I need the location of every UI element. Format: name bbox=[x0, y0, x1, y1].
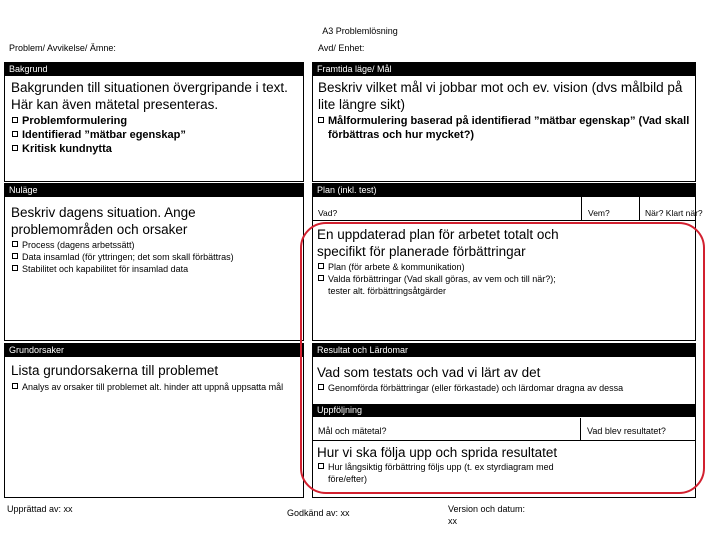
uppfoljning-text: Hur vi ska följa upp och sprida resultatet bbox=[317, 445, 558, 460]
version-value: xx bbox=[448, 516, 457, 526]
nulage-text: Beskriv dagens situation. Ange problemområden och orsaker bbox=[11, 205, 196, 237]
created-by: Upprättad av: xx bbox=[7, 504, 73, 514]
nulage-bullets bbox=[12, 239, 302, 275]
problem-label: Problem/ Avvikelse/ Ämne: bbox=[9, 43, 116, 53]
plan-divider bbox=[581, 197, 582, 221]
uppfoljning-col-goal: Mål och mätetal? bbox=[318, 426, 387, 436]
plan-text: En uppdaterad plan för arbetet totalt och specifikt för planerade förbättringar bbox=[317, 226, 587, 260]
framtida-bullets bbox=[318, 114, 690, 142]
plan-col-who: Vem? bbox=[588, 208, 610, 218]
list-item: Problemformulering bbox=[12, 114, 297, 128]
framtida-section bbox=[312, 62, 696, 182]
version-label: Version och datum: bbox=[448, 504, 526, 514]
bakgrund-section bbox=[4, 62, 304, 182]
grundorsaker-text: Lista grundorsakerna till problemet bbox=[11, 363, 219, 378]
page-title: A3 Problemlösning bbox=[322, 26, 398, 36]
bakgrund-text: Bakgrunden till situationen övergripande i text. Här kan även mätetal presenteras. bbox=[11, 80, 288, 112]
list-item: Valda förbättringar (Vad skall göras, av vem och till när?); tester alt. förbättringsåtgärder bbox=[318, 273, 578, 297]
grundorsaker-bullets bbox=[12, 381, 292, 393]
list-item: Genomförda förbättringar (eller förkastade) och lärdomar dragna av dessa bbox=[318, 382, 678, 394]
list-item: Kritisk kundnytta bbox=[12, 142, 297, 156]
plan-divider bbox=[639, 197, 640, 221]
grundorsaker-header: Grundorsaker bbox=[5, 344, 303, 357]
plan-col-what: Vad? bbox=[318, 208, 338, 218]
plan-row-line bbox=[313, 220, 695, 221]
resultat-text: Vad som testats och vad vi lärt av det bbox=[317, 365, 541, 380]
list-item: Målformulering baserad på identifierad ”mätbar egenskap” (Vad skall förbättras och hur mycket?) bbox=[318, 114, 690, 142]
approved-by: Godkänd av: xx bbox=[287, 508, 350, 518]
nulage-section bbox=[4, 183, 304, 341]
unit-label: Avd/ Enhet: bbox=[318, 43, 365, 53]
list-item: Identifierad ”mätbar egenskap” bbox=[12, 128, 297, 142]
plan-header: Plan (inkl. test) bbox=[313, 184, 695, 197]
list-item: Data insamlad (för yttringen; det som skall förbättras) bbox=[12, 251, 302, 263]
list-item: Stabilitet och kapabilitet för insamlad data bbox=[12, 263, 302, 275]
framtida-header: Framtida läge/ Mål bbox=[313, 63, 695, 76]
resultat-header: Resultat och Lärdomar bbox=[313, 344, 695, 357]
list-item: Plan (för arbete & kommunikation) bbox=[318, 261, 578, 273]
uppfoljning-col-result: Vad blev resultatet? bbox=[587, 426, 666, 436]
grundorsaker-section bbox=[4, 343, 304, 498]
list-item: Hur långsiktig förbättring följs upp (t. ex styrdiagram med före/efter) bbox=[318, 461, 558, 485]
plan-col-when: När? Klart när? bbox=[645, 208, 703, 218]
nulage-header: Nuläge bbox=[5, 184, 303, 197]
list-item: Process (dagens arbetssätt) bbox=[12, 239, 302, 251]
list-item: Analys av orsaker till problemet alt. hinder att uppnå uppsatta mål bbox=[12, 381, 292, 393]
bakgrund-header: Bakgrund bbox=[5, 63, 303, 76]
framtida-text: Beskriv vilket mål vi jobbar mot och ev. vision (dvs målbild på lite längre sikt) bbox=[318, 80, 683, 112]
highlight-outline bbox=[300, 222, 705, 494]
bakgrund-bullets bbox=[12, 114, 297, 156]
uppfoljning-header: Uppföljning bbox=[313, 404, 695, 417]
